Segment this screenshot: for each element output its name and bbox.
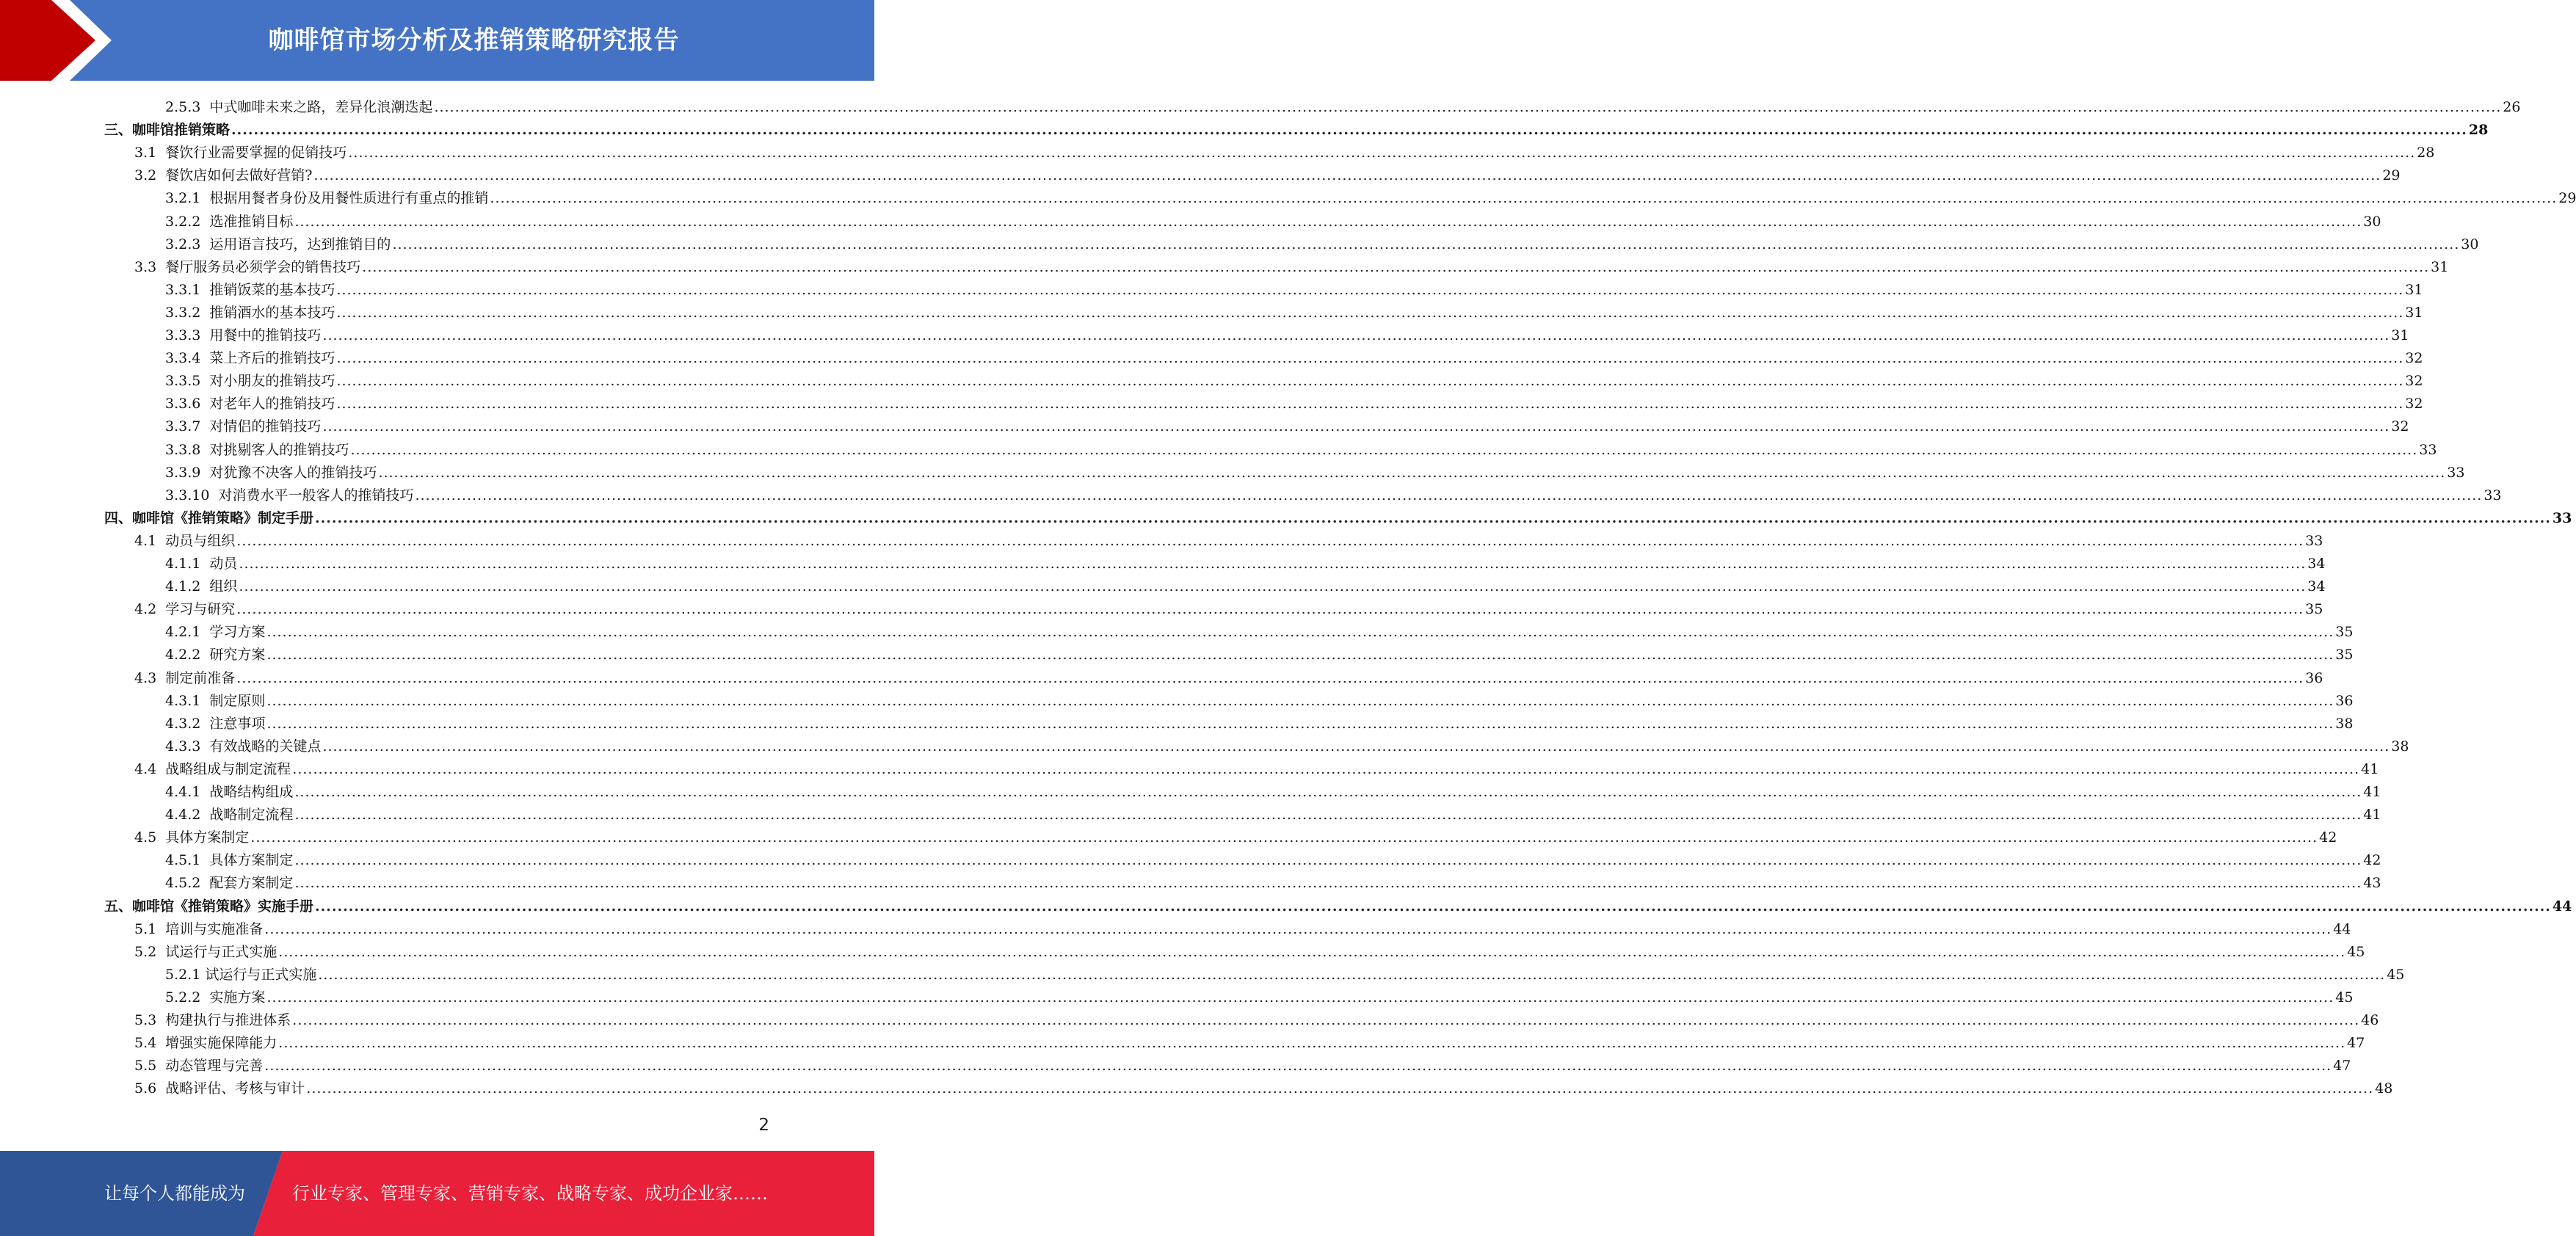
- toc-leader-dots: ................................................................................................................................................................................................................................................................................................................................................................................................................: [336, 396, 2404, 412]
- toc-entry[interactable]: [165, 231, 2479, 253]
- toc-entry-label: 3.2.1 根据用餐者身份及用餐性质进行有重点的推销: [165, 190, 489, 207]
- footer-slogan-left: 让每个人都能成为: [104, 1183, 245, 1204]
- toc-entry-label: 5.2.2 实施方案: [165, 989, 266, 1006]
- toc-entry[interactable]: [165, 779, 2381, 801]
- toc-entry[interactable]: [165, 688, 2354, 710]
- report-title: 咖啡馆市场分析及推销策略研究报告: [268, 26, 680, 55]
- toc-entry-page: 32: [2405, 396, 2423, 412]
- toc-entry-page: 30: [2461, 236, 2479, 252]
- toc-entry-page: 45: [2347, 943, 2365, 960]
- toc-entry-page: 26: [2503, 99, 2521, 115]
- toc-entry-label: 4.5 具体方案制定: [134, 829, 250, 846]
- toc-entry[interactable]: [165, 619, 2354, 641]
- toc-entry-label: 4.3.2 注意事项: [165, 715, 266, 732]
- toc-entry[interactable]: [165, 870, 2381, 892]
- toc-entry-label: 5.2.1 试运行与正式实施: [165, 966, 317, 983]
- toc-entry-label: 3.3.5 对小朋友的推销技巧: [165, 373, 335, 390]
- toc-entry-page: 35: [2305, 601, 2323, 618]
- toc-leader-dots: ................................................................................................................................................................................................................................................................................................................................................................................................................: [236, 601, 2304, 618]
- toc-entry-page: 28: [2468, 122, 2489, 139]
- toc-entry[interactable]: [134, 1030, 2365, 1052]
- toc-entry[interactable]: [165, 984, 2354, 1006]
- toc-entry[interactable]: [165, 961, 2405, 984]
- toc-entry-label: 3.3.8 对挑剔客人的推销技巧: [165, 441, 349, 458]
- toc-entry[interactable]: [104, 893, 2572, 915]
- page-footer: [0, 1151, 874, 1236]
- toc-entry-page: 32: [2391, 418, 2409, 435]
- footer-slogan-right: 行业专家、管理专家、营销专家、战略专家、成功企业家……: [292, 1183, 768, 1204]
- toc-entry-label: 5.3 构建执行与推进体系: [134, 1012, 291, 1028]
- toc-entry[interactable]: [134, 756, 2379, 778]
- toc-entry-page: 47: [2347, 1035, 2365, 1052]
- page-number: 2: [758, 1116, 769, 1135]
- toc-leader-dots: ................................................................................................................................................................................................................................................................................................................................................................................................................: [336, 373, 2404, 390]
- toc-entry-label: 3.3.9 对犹豫不决客人的推销技巧: [165, 464, 377, 481]
- toc-entry[interactable]: [134, 139, 2435, 161]
- toc-entry-page: 36: [2305, 669, 2323, 686]
- toc-leader-dots: ................................................................................................................................................................................................................................................................................................................................................................................................................: [336, 304, 2404, 321]
- toc-entry-label: 4.1.1 动员: [165, 556, 238, 572]
- toc-leader-dots: ................................................................................................................................................................................................................................................................................................................................................................................................................: [322, 327, 2390, 343]
- toc-leader-dots: ................................................................................................................................................................................................................................................................................................................................................................................................................: [490, 190, 2558, 207]
- toc-entry-page: 34: [2307, 578, 2326, 595]
- toc-entry[interactable]: [165, 185, 2576, 207]
- toc-entry-label: 4.2 学习与研究: [134, 601, 236, 618]
- toc-entry[interactable]: [134, 528, 2323, 550]
- toc-leader-dots: ................................................................................................................................................................................................................................................................................................................................................................................................................: [294, 213, 2362, 230]
- toc-entry-page: 29: [2382, 167, 2401, 184]
- toc-entry-label: 3.1 餐饮行业需要掌握的促销技巧: [134, 145, 347, 161]
- toc-entry-page: 31: [2405, 281, 2423, 298]
- toc-entry-label: 五、咖啡馆《推销策略》实施手册: [104, 898, 314, 915]
- toc-entry[interactable]: [165, 801, 2381, 824]
- toc-entry-label: 4.4.2 战略制定流程: [165, 807, 294, 824]
- toc-entry[interactable]: [165, 345, 2423, 367]
- toc-entry[interactable]: [165, 733, 2409, 755]
- toc-leader-dots: ................................................................................................................................................................................................................................................................................................................................................................................................................: [322, 738, 2390, 755]
- toc-entry[interactable]: [165, 94, 2521, 116]
- toc-entry-page: 33: [2305, 532, 2323, 549]
- toc-entry-label: 4.1 动员与组织: [134, 532, 236, 549]
- toc-entry-label: 4.1.2 组织: [165, 578, 238, 595]
- toc-entry-label: 5.4 增强实施保障能力: [134, 1035, 277, 1052]
- toc-entry[interactable]: [134, 162, 2401, 184]
- toc-leader-dots: ................................................................................................................................................................................................................................................................................................................................................................................................................: [294, 784, 2362, 800]
- toc-entry[interactable]: [165, 847, 2381, 869]
- toc-entry-page: 33: [2447, 464, 2465, 481]
- toc-leader-dots: ................................................................................................................................................................................................................................................................................................................................................................................................................: [239, 578, 2307, 595]
- toc-entry-page: 35: [2335, 647, 2354, 664]
- toc-entry[interactable]: [165, 573, 2326, 595]
- toc-entry-label: 三、咖啡馆推销策略: [104, 122, 231, 139]
- toc-entry[interactable]: [165, 208, 2381, 230]
- toc-entry-label: 5.5 动态管理与完善: [134, 1058, 264, 1075]
- toc-entry[interactable]: [134, 1007, 2379, 1029]
- toc-entry[interactable]: [134, 1053, 2351, 1075]
- toc-leader-dots: ................................................................................................................................................................................................................................................................................................................................................................................................................: [294, 875, 2362, 892]
- toc-entry[interactable]: [165, 437, 2437, 459]
- toc-entry-page: 44: [2552, 898, 2572, 915]
- toc-entry-page: 41: [2363, 784, 2381, 800]
- toc-leader-dots: ................................................................................................................................................................................................................................................................................................................................................................................................................: [315, 898, 2551, 915]
- toc-leader-dots: ................................................................................................................................................................................................................................................................................................................................................................................................................: [266, 692, 2334, 709]
- toc-leader-dots: ................................................................................................................................................................................................................................................................................................................................................................................................................: [236, 669, 2304, 686]
- toc-entry-label: 4.2.2 研究方案: [165, 647, 266, 664]
- toc-entry-page: 48: [2375, 1080, 2393, 1097]
- toc-entry-page: 31: [2405, 304, 2423, 321]
- toc-leader-dots: ................................................................................................................................................................................................................................................................................................................................................................................................................: [294, 852, 2362, 869]
- toc-entry-page: 35: [2335, 624, 2354, 641]
- toc-entry[interactable]: [134, 916, 2351, 938]
- toc-entry-label: 3.2.2 选准推销目标: [165, 213, 294, 230]
- toc-entry[interactable]: [134, 254, 2449, 276]
- toc-leader-dots: ................................................................................................................................................................................................................................................................................................................................................................................................................: [362, 258, 2430, 275]
- toc-entry-page: 29: [2558, 190, 2576, 207]
- toc-entry-label: 3.3.4 菜上齐后的推销技巧: [165, 350, 335, 367]
- toc-entry[interactable]: [165, 710, 2354, 732]
- toc-leader-dots: ................................................................................................................................................................................................................................................................................................................................................................................................................: [415, 487, 2483, 504]
- toc-entry[interactable]: [134, 665, 2323, 687]
- toc-entry[interactable]: [165, 482, 2502, 504]
- toc-entry[interactable]: [134, 1075, 2393, 1097]
- toc-entry[interactable]: [165, 459, 2465, 481]
- toc-entry-label: 4.4.1 战略结构组成: [165, 784, 294, 800]
- toc-entry-page: 32: [2405, 373, 2423, 390]
- toc-entry-page: 34: [2307, 556, 2326, 572]
- toc-entry-label: 3.3.3 用餐中的推销技巧: [165, 327, 322, 343]
- toc-entry-label: 5.2 试运行与正式实施: [134, 943, 277, 960]
- toc-entry-page: 30: [2363, 213, 2381, 230]
- toc-entry-page: 33: [2419, 441, 2437, 458]
- toc-leader-dots: ................................................................................................................................................................................................................................................................................................................................................................................................................: [315, 509, 2551, 526]
- toc-entry-page: 42: [2319, 829, 2337, 846]
- toc-entry-label: 3.2 餐饮店如何去做好营销?: [134, 167, 313, 184]
- toc-entry-label: 5.1 培训与实施准备: [134, 920, 264, 937]
- toc-entry-page: 28: [2417, 145, 2435, 161]
- toc-entry-label: 3.3 餐厅服务员必须学会的销售技巧: [134, 258, 361, 275]
- toc-leader-dots: ................................................................................................................................................................................................................................................................................................................................................................................................................: [292, 1012, 2360, 1028]
- toc-leader-dots: ................................................................................................................................................................................................................................................................................................................................................................................................................: [236, 532, 2304, 549]
- toc-entry-page: 32: [2405, 350, 2423, 367]
- toc-leader-dots: ................................................................................................................................................................................................................................................................................................................................................................................................................: [313, 167, 2381, 184]
- toc-entry-label: 4.3.3 有效战略的关键点: [165, 738, 322, 755]
- toc-leader-dots: ................................................................................................................................................................................................................................................................................................................................................................................................................: [266, 989, 2334, 1006]
- toc-entry[interactable]: [134, 824, 2337, 846]
- toc-leader-dots: ................................................................................................................................................................................................................................................................................................................................................................................................................: [378, 464, 2446, 481]
- toc-entry-label: 2.5.3 中式咖啡未来之路，差异化浪潮迭起: [165, 99, 433, 115]
- toc-entry-page: 47: [2333, 1058, 2351, 1075]
- toc-leader-dots: ................................................................................................................................................................................................................................................................................................................................................................................................................: [306, 1080, 2374, 1097]
- toc-entry[interactable]: [165, 368, 2423, 390]
- toc-leader-dots: ................................................................................................................................................................................................................................................................................................................................................................................................................: [278, 943, 2346, 960]
- toc-entry[interactable]: [165, 641, 2354, 664]
- toc-entry[interactable]: [134, 939, 2365, 961]
- toc-entry-page: 41: [2363, 807, 2381, 824]
- toc-entry-label: 3.3.1 推销饭菜的基本技巧: [165, 281, 335, 298]
- toc-leader-dots: ................................................................................................................................................................................................................................................................................................................................................................................................................: [264, 1058, 2332, 1075]
- toc-entry-page: 45: [2335, 989, 2354, 1006]
- toc-entry[interactable]: [104, 117, 2489, 139]
- toc-entry-page: 45: [2387, 966, 2405, 983]
- toc-entry-label: 3.3.6 对老年人的推销技巧: [165, 396, 335, 412]
- toc-leader-dots: ................................................................................................................................................................................................................................................................................................................................................................................................................: [336, 350, 2404, 367]
- toc-entry[interactable]: [165, 390, 2423, 412]
- toc-leader-dots: ................................................................................................................................................................................................................................................................................................................................................................................................................: [292, 760, 2360, 777]
- toc-entry-label: 4.3.1 制定原则: [165, 692, 266, 709]
- toc-entry-page: 33: [2484, 487, 2502, 504]
- toc-leader-dots: ................................................................................................................................................................................................................................................................................................................................................................................................................: [231, 122, 2467, 139]
- toc-leader-dots: ................................................................................................................................................................................................................................................................................................................................................................................................................: [350, 441, 2418, 458]
- toc-entry-label: 四、咖啡馆《推销策略》制定手册: [104, 509, 314, 526]
- toc-entry[interactable]: [165, 413, 2409, 435]
- toc-leader-dots: ................................................................................................................................................................................................................................................................................................................................................................................................................: [434, 99, 2502, 115]
- toc-entry-page: 41: [2361, 760, 2379, 777]
- page-header: [0, 0, 874, 81]
- toc-entry[interactable]: [165, 550, 2326, 572]
- toc-entry-page: 31: [2431, 258, 2449, 275]
- toc-leader-dots: ................................................................................................................................................................................................................................................................................................................................................................................................................: [266, 647, 2334, 664]
- toc-entry-page: 38: [2391, 738, 2409, 755]
- toc-leader-dots: ................................................................................................................................................................................................................................................................................................................................................................................................................: [266, 715, 2334, 732]
- toc-leader-dots: ................................................................................................................................................................................................................................................................................................................................................................................................................: [322, 418, 2390, 435]
- toc-entry-label: 3.3.10 对消费水平一般客人的推销技巧: [165, 487, 414, 504]
- toc-entry-page: 42: [2363, 852, 2381, 869]
- toc-entry-page: 36: [2335, 692, 2354, 709]
- toc-entry-page: 38: [2335, 715, 2354, 732]
- toc-entry[interactable]: [165, 277, 2423, 299]
- toc-entry-label: 3.3.7 对情侣的推销技巧: [165, 418, 322, 435]
- toc-entry-label: 4.5.2 配套方案制定: [165, 875, 294, 892]
- toc-leader-dots: ................................................................................................................................................................................................................................................................................................................................................................................................................: [264, 920, 2332, 937]
- toc-entry-label: 4.3 制定前准备: [134, 669, 236, 686]
- toc-leader-dots: ................................................................................................................................................................................................................................................................................................................................................................................................................: [266, 624, 2334, 641]
- toc-entry-page: 31: [2391, 327, 2409, 343]
- toc-entry-label: 3.3.2 推销酒水的基本技巧: [165, 304, 335, 321]
- toc-entry-page: 33: [2552, 509, 2572, 526]
- toc-entry[interactable]: [134, 596, 2323, 618]
- toc-entry-label: 4.5.1 具体方案制定: [165, 852, 294, 869]
- toc-entry[interactable]: [104, 505, 2572, 527]
- toc-entry[interactable]: [165, 299, 2423, 321]
- toc-entry-label: 5.6 战略评估、考核与审计: [134, 1080, 305, 1097]
- toc-entry[interactable]: [165, 322, 2409, 344]
- toc-leader-dots: ................................................................................................................................................................................................................................................................................................................................................................................................................: [239, 556, 2307, 572]
- toc-leader-dots: ................................................................................................................................................................................................................................................................................................................................................................................................................: [348, 145, 2416, 161]
- toc-entry-page: 46: [2361, 1012, 2379, 1028]
- toc-leader-dots: ................................................................................................................................................................................................................................................................................................................................................................................................................: [250, 829, 2318, 846]
- toc-leader-dots: ................................................................................................................................................................................................................................................................................................................................................................................................................: [318, 966, 2386, 983]
- toc-leader-dots: ................................................................................................................................................................................................................................................................................................................................................................................................................: [294, 807, 2362, 824]
- toc-entry-page: 43: [2363, 875, 2381, 892]
- toc-entry-label: 4.4 战略组成与制定流程: [134, 760, 291, 777]
- toc-leader-dots: ................................................................................................................................................................................................................................................................................................................................................................................................................: [278, 1035, 2346, 1052]
- toc-entry-page: 44: [2333, 920, 2351, 937]
- toc-leader-dots: ................................................................................................................................................................................................................................................................................................................................................................................................................: [336, 281, 2404, 298]
- toc-entry-label: 4.2.1 学习方案: [165, 624, 266, 641]
- toc-leader-dots: ................................................................................................................................................................................................................................................................................................................................................................................................................: [392, 236, 2460, 252]
- toc-entry-label: 3.2.3 运用语言技巧，达到推销目的: [165, 236, 391, 252]
